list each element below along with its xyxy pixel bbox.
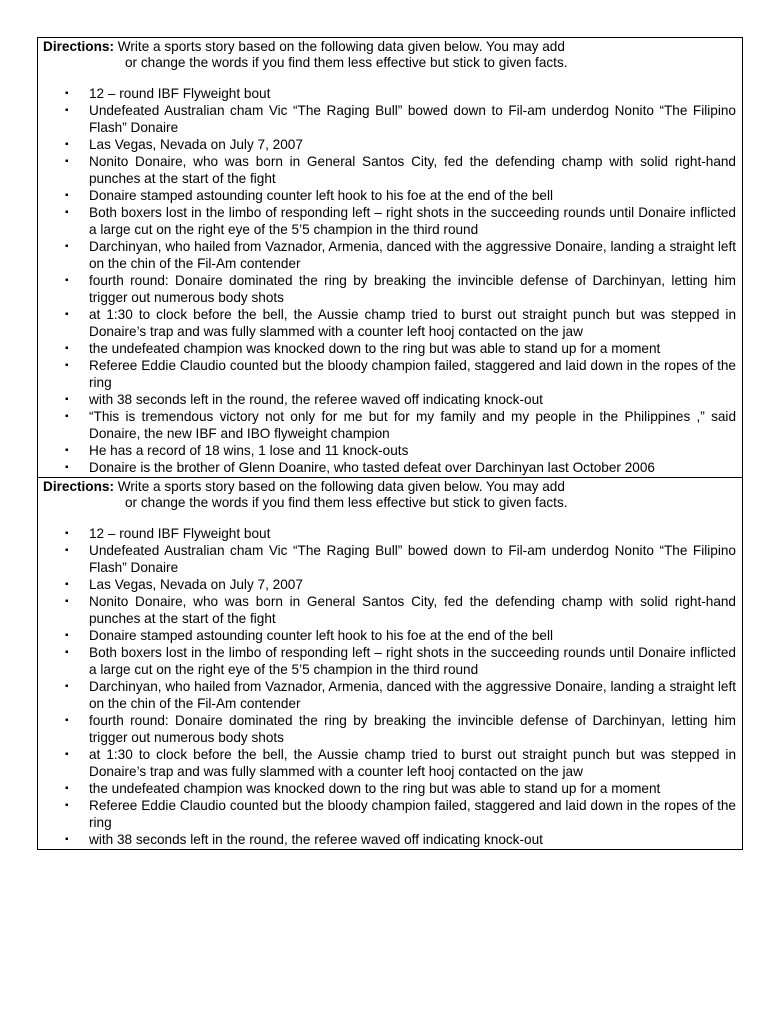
fact-text: Darchinyan, who hailed from Vaznador, Armenia, danced with the aggressive Donaire, landing a straight left on the chin of the Fil-Am contender: [89, 679, 736, 711]
fact-text: Las Vegas, Nevada on July 7, 2007: [89, 137, 303, 152]
directions-label: Directions:: [43, 479, 115, 494]
fact-text: Both boxers lost in the limbo of responding left – right shots in the succeeding rounds until Donaire inflicted a large cut on the right eye of the 5’5 champion in the third round: [89, 645, 736, 677]
fact-list-item: [43, 102, 736, 136]
fact-list-item: [43, 712, 736, 746]
bullet-icon: ▪: [65, 411, 69, 422]
bullet-icon: ▪: [65, 749, 69, 760]
fact-list-item: [43, 525, 736, 542]
fact-text: He has a record of 18 wins, 1 lose and 11 knock-outs: [89, 443, 409, 458]
fact-list-item: [43, 272, 736, 306]
fact-list-item: [43, 797, 736, 831]
directions-paragraph: [43, 479, 736, 511]
fact-text: 12 – round IBF Flyweight bout: [89, 86, 271, 101]
bullet-icon: ▪: [65, 800, 69, 811]
directions-text: Write a sports story based on the following data given below. You may add: [114, 39, 565, 54]
fact-text: at 1:30 to clock before the bell, the Aussie champ tried to burst out straight punch but was stepped in Donaire’s trap and was fully slammed with a counter left hooj contacted on the jaw: [89, 747, 736, 779]
directions-paragraph: [43, 39, 736, 71]
fact-list-item: [43, 153, 736, 187]
directions-text: Write a sports story based on the following data given below. You may add: [114, 479, 565, 494]
bullet-icon: ▪: [65, 88, 69, 99]
fact-text: Nonito Donaire, who was born in General Santos City, fed the defending champ with solid right-hand punches at the start of the fight: [89, 154, 736, 186]
fact-list-item: [43, 357, 736, 391]
bullet-icon: ▪: [65, 647, 69, 658]
fact-text: with 38 seconds left in the round, the referee waved off indicating knock-out: [89, 392, 543, 407]
fact-text: Darchinyan, who hailed from Vaznador, Armenia, danced with the aggressive Donaire, landing a straight left on the chin of the Fil-Am contender: [89, 239, 736, 271]
bullet-icon: ▪: [65, 309, 69, 320]
fact-list-item: [43, 187, 736, 204]
fact-text: 12 – round IBF Flyweight bout: [89, 526, 271, 541]
bullet-icon: ▪: [65, 445, 69, 456]
bullet-icon: ▪: [65, 834, 69, 845]
bullet-icon: ▪: [65, 630, 69, 641]
fact-list-item: [43, 340, 736, 357]
fact-text: Donaire stamped astounding counter left hook to his foe at the end of the bell: [89, 188, 554, 203]
bullet-icon: ▪: [65, 360, 69, 371]
fact-list-item: [43, 593, 736, 627]
fact-text: Referee Eddie Claudio counted but the bloody champion failed, staggered and laid down in the ropes of the ring: [89, 798, 736, 830]
bullet-icon: ▪: [65, 190, 69, 201]
fact-list-item: [43, 442, 736, 459]
bullet-icon: ▪: [65, 394, 69, 405]
fact-list-item: [43, 204, 736, 238]
fact-list-item: [43, 306, 736, 340]
directions-block-1: [38, 38, 742, 478]
fact-text: Donaire stamped astounding counter left hook to his foe at the end of the bell: [89, 628, 554, 643]
fact-list-item: [43, 627, 736, 644]
fact-list-item: [43, 459, 736, 476]
bullet-icon: ▪: [65, 579, 69, 590]
fact-list-item: [43, 85, 736, 102]
fact-text: fourth round: Donaire dominated the ring by breaking the invincible defense of Darchinyan, letting him trigger out numerous body shots: [89, 713, 736, 745]
fact-text: Undefeated Australian cham Vic “The Raging Bull” bowed down to Fil-am underdog Nonito “The Filipino Flash” Donaire: [89, 103, 736, 135]
fact-list-item: [43, 542, 736, 576]
bullet-icon: ▪: [65, 241, 69, 252]
fact-text: at 1:30 to clock before the bell, the Aussie champ tried to burst out straight punch but was stepped in Donaire’s trap and was fully slammed with a counter left hooj contacted on the jaw: [89, 307, 736, 339]
fact-list-item: [43, 780, 736, 797]
document-sheet: [37, 37, 743, 850]
fact-text: Both boxers lost in the limbo of responding left – right shots in the succeeding rounds until Donaire inflicted a large cut on the right eye of the 5’5 champion in the third round: [89, 205, 736, 237]
bullet-icon: ▪: [65, 528, 69, 539]
bullet-icon: ▪: [65, 343, 69, 354]
fact-text: with 38 seconds left in the round, the referee waved off indicating knock-out: [89, 832, 543, 847]
directions-continuation: or change the words if you find them less effective but stick to given facts.: [125, 495, 568, 510]
fact-text: fourth round: Donaire dominated the ring by breaking the invincible defense of Darchinyan, letting him trigger out numerous body shots: [89, 273, 736, 305]
bullet-icon: ▪: [65, 156, 69, 167]
fact-text: Referee Eddie Claudio counted but the bloody champion failed, staggered and laid down in the ropes of the ring: [89, 358, 736, 390]
fact-list-item: [43, 644, 736, 678]
directions-block-2: [38, 478, 742, 850]
fact-list-item: [43, 408, 736, 442]
bullet-icon: ▪: [65, 275, 69, 286]
fact-text: Donaire is the brother of Glenn Doanire, who tasted defeat over Darchinyan last October 2006: [89, 460, 655, 475]
directions-label: Directions:: [43, 39, 115, 54]
bullet-icon: ▪: [65, 596, 69, 607]
fact-text: the undefeated champion was knocked down to the ring but was able to stand up for a moment: [89, 341, 661, 356]
fact-list-item: [43, 238, 736, 272]
fact-list-item: [43, 576, 736, 593]
bullet-icon: ▪: [65, 462, 69, 473]
bullet-icon: ▪: [65, 207, 69, 218]
fact-list-item: [43, 136, 736, 153]
bullet-icon: ▪: [65, 681, 69, 692]
facts-list: [43, 85, 736, 476]
bullet-icon: ▪: [65, 715, 69, 726]
fact-list-item: [43, 391, 736, 408]
fact-list-item: [43, 678, 736, 712]
directions-continuation: or change the words if you find them less effective but stick to given facts.: [125, 55, 568, 70]
facts-list: [43, 525, 736, 848]
fact-text: Las Vegas, Nevada on July 7, 2007: [89, 577, 303, 592]
fact-text: the undefeated champion was knocked down to the ring but was able to stand up for a moment: [89, 781, 661, 796]
fact-text: Nonito Donaire, who was born in General Santos City, fed the defending champ with solid right-hand punches at the start of the fight: [89, 594, 736, 626]
fact-text: Undefeated Australian cham Vic “The Raging Bull” bowed down to Fil-am underdog Nonito “The Filipino Flash” Donaire: [89, 543, 736, 575]
fact-list-item: [43, 746, 736, 780]
bullet-icon: ▪: [65, 783, 69, 794]
fact-text: “This is tremendous victory not only for me but for my family and my people in the Philippines ,” said Donaire, the new IBF and IBO flyweight champion: [89, 409, 736, 441]
bullet-icon: ▪: [65, 105, 69, 116]
fact-list-item: [43, 831, 736, 848]
bullet-icon: ▪: [65, 545, 69, 556]
bullet-icon: ▪: [65, 139, 69, 150]
